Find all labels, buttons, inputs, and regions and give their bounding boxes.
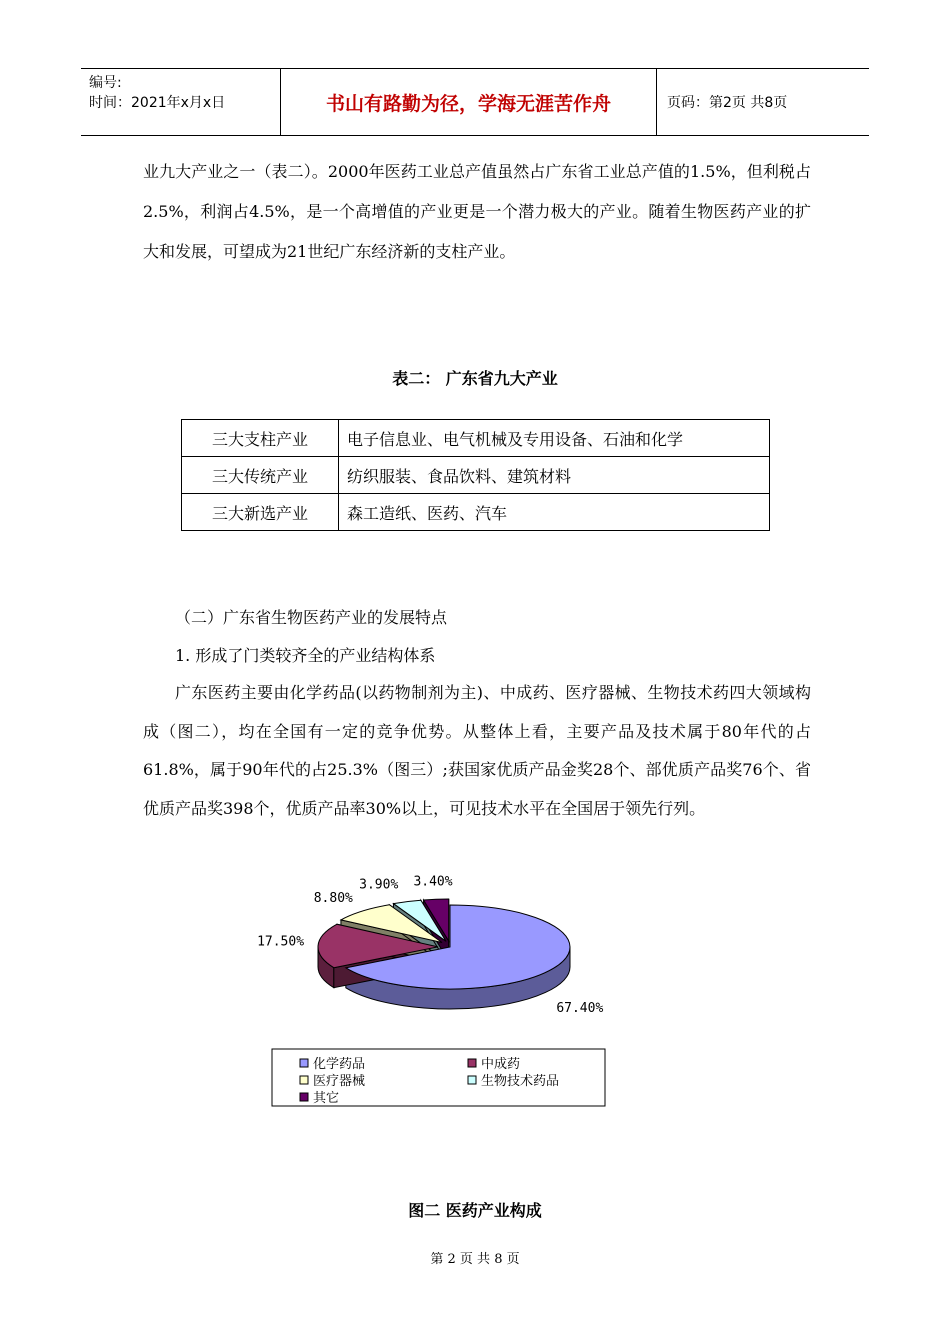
- figure-title: 图二 医药产业构成: [408, 1201, 542, 1220]
- table-row: [182, 420, 770, 457]
- pie-data-label: 8.80%: [313, 891, 353, 907]
- legend-entry: 化学药品: [313, 1057, 366, 1072]
- legend-entry: 医疗器械: [313, 1074, 366, 1089]
- legend-swatch: [300, 1076, 308, 1084]
- legend-swatch: [468, 1076, 476, 1084]
- pie-chart-container: [257, 874, 640, 1125]
- pie-data-label: 3.40%: [413, 874, 453, 890]
- table-cell-items: 电子信息业、电气机械及专用设备、石油和化学: [339, 420, 770, 457]
- industry-table: [181, 419, 770, 531]
- header-motto: 书山有路勤为径，学海无涯苦作舟: [281, 69, 657, 135]
- table-row: [182, 494, 770, 531]
- legend-swatch: [300, 1093, 308, 1101]
- table-cell-category: 三大支柱产业: [182, 420, 339, 457]
- doc-time-label: 时间：2021年x月x日: [89, 95, 226, 111]
- table-cell-items: 森工造纸、医药、汽车: [339, 494, 770, 531]
- page-footer: 第 2 页 共 8 页: [430, 1252, 520, 1267]
- paragraph-intro: 业九大产业之一（表二）。2000年医药工业总产值虽然占广东省工业总产值的1.5%，但利税占2.5%，利润占4.5%，是一个高增值的产业更是一个潜力极大的产业。随着生物医药产业的扩大和发展，可望成为21世纪广东经济新的支柱产业。: [143, 162, 811, 261]
- header-meta: [81, 69, 281, 135]
- page-header: [81, 68, 869, 136]
- legend-entry: 其它: [313, 1091, 340, 1106]
- section-heading: （二）广东省生物医药产业的发展特点: [175, 608, 448, 627]
- pie-data-label: 17.50%: [257, 934, 305, 950]
- table-cell-items: 纺织服装、食品饮料、建筑材料: [339, 457, 770, 494]
- legend-entry: 中成药: [481, 1057, 521, 1072]
- table-row: [182, 457, 770, 494]
- pie-data-label: 3.90%: [359, 877, 399, 893]
- pie-chart: [257, 874, 640, 1125]
- pie-data-label: 67.40%: [556, 1001, 604, 1017]
- legend-swatch: [300, 1059, 308, 1067]
- table-cell-category: 三大新选产业: [182, 494, 339, 531]
- header-page-info: 页码：第2页 共8页: [667, 95, 788, 111]
- subsection-heading: 1. 形成了门类较齐全的产业结构体系: [175, 646, 436, 665]
- legend-entry: 生物技术药品: [481, 1074, 560, 1089]
- paragraph-structure: 广东医药主要由化学药品(以药物制剂为主)、中成药、医疗器械、生物技术药四大领域构成（图二），均在全国有一定的竞争优势。从整体上看，主要产品及技术属于80年代的占61.8%，属于90年代的占25.3%（图三）;获国家优质产品金奖28个、部优质产品奖76个、省优质产品奖398个，优质产品率30%以上，可见技术水平在全国居于领先行列。: [143, 683, 811, 818]
- table-title: 表二： 广东省九大产业: [392, 369, 558, 388]
- doc-number-label: 编号:: [89, 75, 122, 91]
- legend-swatch: [468, 1059, 476, 1067]
- table-cell-category: 三大传统产业: [182, 457, 339, 494]
